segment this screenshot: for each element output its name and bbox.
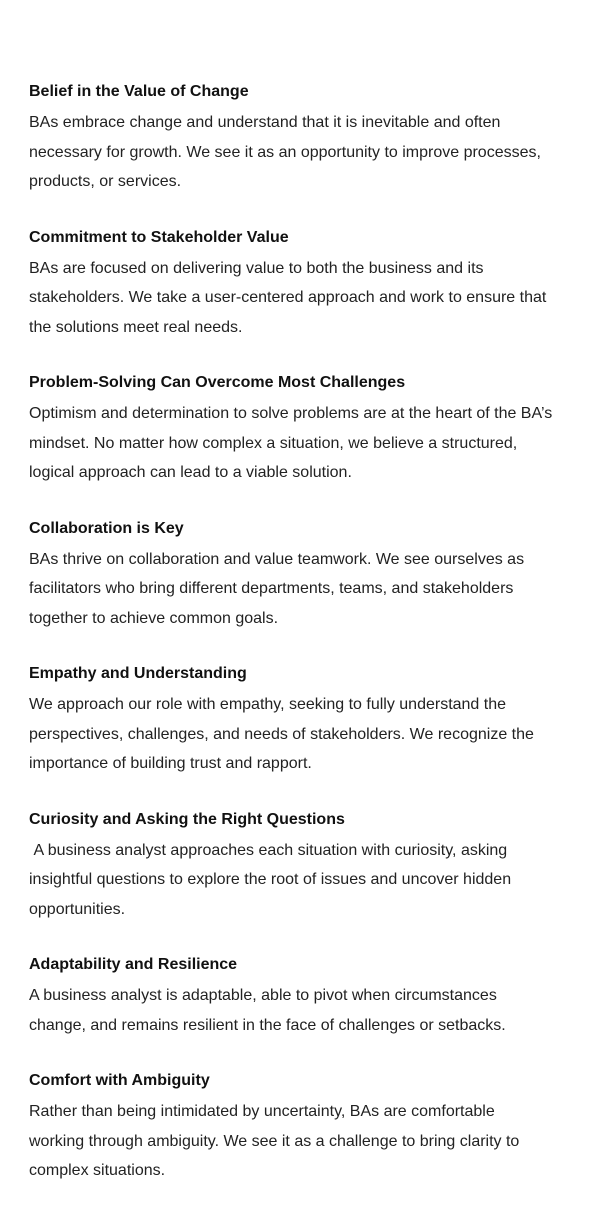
section-body: A business analyst is adaptable, able to pivot when circumstances change, and remains resilient in the face of challenges or setbacks.	[29, 987, 506, 1034]
section-belief-in-change	[29, 80, 589, 197]
section-ambiguity	[29, 1069, 589, 1186]
section-problem-solving	[29, 371, 589, 488]
section-title: Commitment to Stakeholder Value	[29, 228, 289, 246]
section-title: Problem-Solving Can Overcome Most Challenges	[29, 374, 406, 391]
section-curiosity	[29, 808, 589, 925]
section-body: BAs embrace change and understand that it is inevitable and often necessary for growth. We see it as an opportunity to improve processes, products, or services.	[29, 114, 541, 190]
section-body: BAs thrive on collaboration and value teamwork. We see ourselves as facilitators who bring different departments, teams, and stakeholders together to achieve common goals.	[29, 550, 525, 627]
section-body: Rather than being intimidated by uncertainty, BAs are comfortable working through ambiguity. We see it as a challenge to bring clarity to complex situations.	[29, 1103, 520, 1179]
section-body: A business analyst approaches each situation with curiosity, asking insightful questions to explore the root of issues and uncover hidden opportunities.	[29, 841, 512, 918]
section-body: Optimism and determination to solve problems are at the heart of the BA’s mindset. No matter how complex a situation, we believe a structured, logical approach can lead to a viable solution.	[29, 405, 553, 481]
section-title: Belief in the Value of Change	[29, 83, 249, 100]
section-collaboration	[29, 517, 589, 634]
section-empathy	[29, 662, 589, 779]
section-title: Collaboration is Key	[29, 519, 184, 537]
section-adaptability	[29, 953, 589, 1040]
section-title: Comfort with Ambiguity	[29, 1072, 210, 1089]
section-stakeholder-value	[29, 226, 589, 343]
section-title: Empathy and Understanding	[29, 665, 247, 682]
section-title: Adaptability and Resilience	[29, 956, 238, 973]
article-content	[29, 80, 589, 1215]
section-title: Curiosity and Asking the Right Questions	[29, 810, 345, 828]
section-body: We approach our role with empathy, seeking to fully understand the perspectives, challenges, and needs of stakeholders. We recognize the importance of building trust and rapport.	[29, 696, 534, 772]
section-body: BAs are focused on delivering value to both the business and its stakeholders. We take a user-centered approach and work to ensure that the solutions meet real needs.	[29, 259, 547, 336]
